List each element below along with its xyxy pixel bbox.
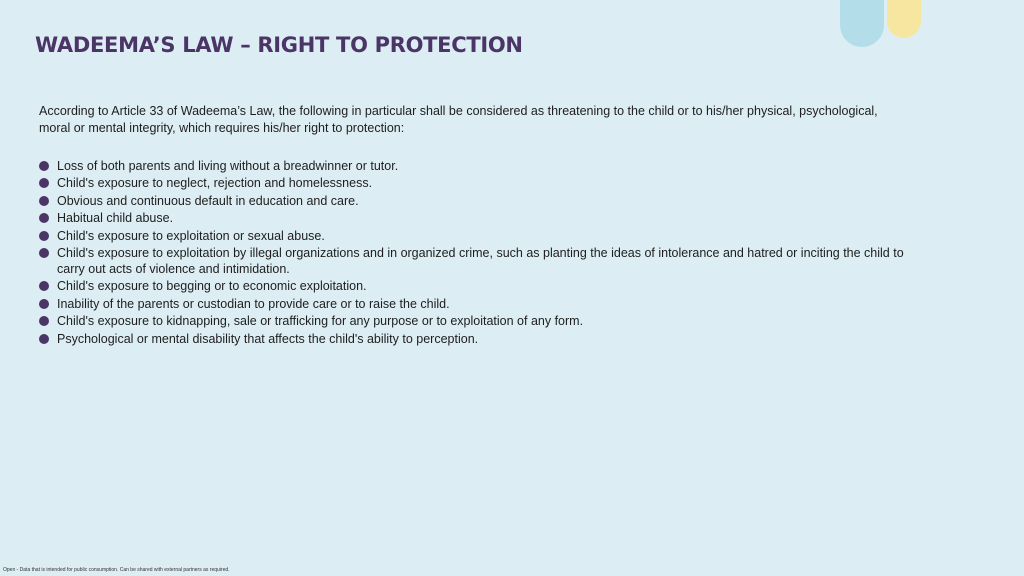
list-item-text: Habitual child abuse. [57,211,174,226]
bullet-dot-icon [39,316,49,326]
list-item [39,210,919,226]
bullet-dot-icon [39,248,49,258]
list-item [39,331,919,347]
classification-footer: Open - Data that is intended for public consumption. Can be shared with external partners as required. [3,567,230,573]
list-item [39,296,919,312]
list-item-text: Child's exposure to exploitation or sexual abuse. [57,228,325,243]
decorative-blue-tab [840,0,884,47]
list-item-text: Obvious and continuous default in education and care. [57,193,359,208]
list-item [39,175,919,191]
bullet-dot-icon [39,178,49,188]
list-item [39,313,919,329]
list-item [39,245,919,277]
bullet-dot-icon [39,299,49,309]
list-item-text: Child's exposure to exploitation by illegal organizations and in organized crime, such as planting the ideas of intolerance and hatred or inciting the child to carry out acts of violence and intimidation. [57,245,904,276]
decorative-yellow-tab [887,0,921,38]
bullet-dot-icon [39,213,49,223]
list-item [39,278,919,294]
bullet-list [39,158,919,348]
list-item [39,228,919,244]
list-item-text: Loss of both parents and living without a breadwinner or tutor. [57,159,399,173]
bullet-dot-icon [39,334,49,344]
list-item [39,193,919,209]
bullet-dot-icon [39,196,49,206]
list-item-text: Inability of the parents or custodian to provide care or to raise the child. [57,296,450,311]
bullet-dot-icon [39,281,49,291]
intro-paragraph: According to Article 33 of Wadeema’s Law, the following in particular shall be considered as threatening to the child or to his/her physical, psychological, moral or mental integrity, which requires his/her right to protection: [39,104,878,135]
list-item-text: Child's exposure to neglect, rejection and homelessness. [57,176,373,191]
bullet-dot-icon [39,161,49,171]
list-item [39,158,919,174]
list-item-text: Child's exposure to kidnapping, sale or trafficking for any purpose or to exploitation of any form. [57,314,584,329]
slide-title: WADEEMA’S LAW – RIGHT TO PROTECTION [35,33,523,57]
bullet-dot-icon [39,231,49,241]
list-item-text: Psychological or mental disability that affects the child's ability to perception. [57,331,479,346]
list-item-text: Child's exposure to begging or to economic exploitation. [57,279,367,294]
